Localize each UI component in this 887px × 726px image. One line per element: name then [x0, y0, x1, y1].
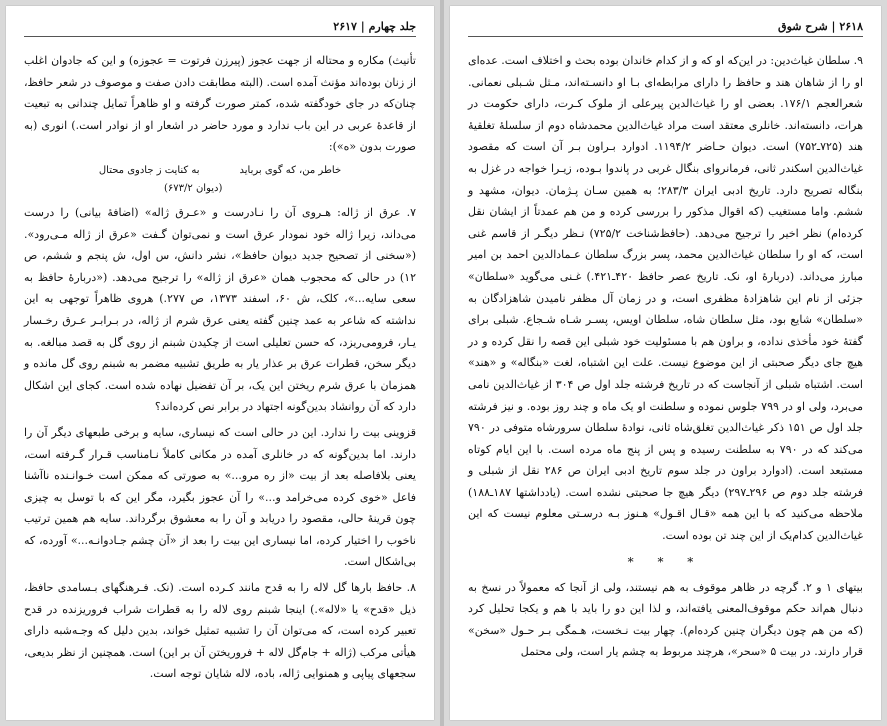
page-body [468, 50, 863, 702]
hemistich: خاطر من، که گوی برباید [239, 164, 342, 176]
right-page [450, 6, 881, 720]
verse [24, 162, 416, 180]
hemistich: به کنايت ز جادوی محتال [98, 164, 200, 176]
book-spine [440, 0, 444, 726]
verse-source: (ديوان ۶۷۳/۲) [164, 182, 223, 194]
header-title: جلد چهارم | ۲۶۱۷ [333, 19, 416, 33]
paragraph: بيتهای ۱ و ۲. گرچه در ظاهر موقوف به هم نيستند، ولی از آنجا که معمولاً در نسخ به دنبال هم‌اند حکم موقوف‌المعنی يافته‌اند، و لذا اين دو را بايد با هم و يکجا تحليل کرد (که من هم چون ديگران چنين کرده‌ام). چهار بيت نـخست، هـمگی بـر حـول «سخن» قرار دارند. در بيت ۵ «سحر»، هرچند مربوط به چشم يار است، ولی محتمل [468, 580, 863, 659]
page-header [468, 16, 863, 37]
paragraph: تأنيث) مکاره و محتاله از جهت عجوز (پيرزن فرتوت = عجوزه) و اين که جادوان اغلب از زنان بوده‌اند مؤنث آمده است. (البته مطابقت دادن صفت و موصوف در شعر حافظ، چنان‌که در جای خودگفته شده، کمتر صورت گرفته و او ظاهراً تمايل چندانی به تبعيت از قاعدهٔ عربی در اين باب ندارد و مورد حاضر در اشعار او از نوادر است.) انوری (به صورت بدون «ه»): [24, 54, 416, 154]
page-header [24, 16, 416, 37]
section-separator: * * * [627, 554, 704, 569]
header-title: ۲۶۱۸ | شرح شوق [778, 19, 863, 33]
paragraph: ۸. حافظ بارها گل لاله را به قدح مانند کـرده است. (نک. فـرهنگهای بـسامدی حافظ، ذيل «قدح» يا «لاله».) اينجا شبنم روی لاله را به قطرات شراب فروريزنده در قدح تعبير کرده است، که می‌توان آن را تشبيه تمثيل خواند، بدين دليل که وجـه‌شبه دارای هيأتی مرکب (ژاله + جام‌گل لاله + فروريختن آن بر اين) است. همچنين از نظر بديعی، سجعهای پياپی و همنوايی ژاله، باده، لاله شايان توجه است. [24, 581, 416, 681]
paragraph: ۷. عرق از ژاله: هـروی آن را نـادرست و «عـرق ژاله» (اضافهٔ بيانی) را درست می‌داند، زيرا ژاله خود نمودار عرق است و نمی‌توان گـفت «عرق از ژاله مـی‌رود». («سخنی از تصحيح جديد ديوان حافظ»، نشر دانش، س اول، ش پنجم و ششم، ص ۱۲) در حالی که محجوب همان «عرق از ژاله» را ترجيح می‌دهد. («دربارهٔ حافظ به سعی سايه...»، کلک، ش ۶۰، اسفند ۱۳۷۳، ص ۲۷۷.) هروی ظاهراً توجهی به اين نداشته که شاعر به عمد چنين گفته يعنی عرق شرم از ژاله، در بـرابـر عـرق رخـسار يـار، فرومی‌ريزد، که حسن تعليلی است از چکيدن شبنم از روی گل به قصد مبالغه. به ديگر سخن، قطرات عرق بر عذار يار به طريق تشبيه مضمر به شبنم روی گل مانده و همزمان با عرق شرم ريختن اين يک، بر آن تفضيل نهاده شده است. کجای اين اشکال دارد که آن روانشاد بدين‌گونه اجتهاد در برابر نص کرده‌اند؟ [24, 205, 416, 414]
page-body [24, 50, 416, 702]
paragraph: قزوينی بيت را ندارد. اين در حالی است که نيساری، سايه و برخی طبعهای ديگر آن را دارند. اما بدين‌گونه که در خانلری آمده در مکانی کاملاً نـامناسب قـرار گـرفته است، يعنی بلافاصله بعد از بيت «از ره مرو...» به صورتی که ممکن است خـوانـنده ناآشنا فاعل «خوی کرده می‌خرامد و...» را آن عجوز بگيرد، مگر اين که با توسل به چيزی چون قرينهٔ حالی، مقصود را دريابد و آن را به معشوق برگرداند. سايه هم همين ترتيب ناخوب را اختيار کرده، اما نيساری اين بيت را بعد از «آن چشم جـادوانـه...» آورده، که بی‌اشکال است. [24, 425, 416, 569]
left-page [6, 6, 434, 720]
paragraph: ۹. سلطان غياث‌دين: در اين‌که او که و از کدام خاندان بوده بحث و اختلاف است. عده‌ای او را از شاهان هند و حافظ را دارای مرابطه‌ای بـا او دانسـته‌اند، مـثل شـبلی نعمانی. شعرالعجم ۱۷۶/۱. بعضی او را غياث‌الدين پيرعلی از ملوک کـرت، دارای حکومت در هرات، دانسته‌اند. خانلری معتقد است مراد غياث‌الدين محمدشاه دوم از سلسلهٔ تغلقيهٔ هند (۷۲۵ـ۷۵۲) است. ديوان حـاضر ۱۱۹۴/۲. ادوارد بـراون بـر آن است که مقصود غياث‌الدين اسکندر ثانی، فرمانروای بنگال غربی در پاندوا بـوده، زيـرا خواجه در غزل به بنگاله تصريح دارد. تاريخ ادبی ايران ۲۸۳/۳؛ به همين سـان پـژمان. ديوان، مشهد و ششم. واما مستغيب (که اقوال مذکور را بررسی کرده و من هم عمدتاً از ايشان نقل کرده‌ام) نظر اخير را ترجيح می‌دهد. (حافظ‌شناخت ۷۲۵/۲) نـظر ديگـر از قاسم غنی است، که او را سلطان غياث‌الدين محمد، پسر بزرگ سلطان عـمادالدين احمد بن امير مبارز می‌داند. (دربارهٔ او، نک. تاريخ عصر حافظ ۴۲۰ـ۴۲۱.) غـنی می‌گويد «سلطان» جزئی از نام اين شاهزادهٔ مظفری است، و در زمان آل مظفر ناميدن شاهزادگان به «سلطان» شايع بود، مثل سلطان شاه، سلطان اويس، پسـر شـاه شـجاع. شبلی برای گفتهٔ خود مأخذی نداده، و براون هم با مسئوليت خود شبلی اين قصه را نقل کرده و در هيچ جای ديگر صحبتی از اين موضوع نيست. علت اين اشتباه، لغت «بنگاله» و «هند» است. اشتباه شبلی از آنجاست که در تاريخ فرشته جلد اول ص ۳۰۴ از غياث‌الدين نامی می‌برد، ولی او در ۷۹۹ جلوس نموده و سلطنت او يک ماه و چند روز بوده. و نيز فرشته جلد اول ص ۱۵۱ ذکر غياث‌الدين تغلق‌شاه ثانی، نوادهٔ سلطان سرورشاه متوفی در ۷۹۰ می‌کند که در ۷۹۰ به سلطنت رسيده و پس از پنج ماه مرده است. با اين ايام کوتاه مستبعد است. (ادوارد براون در جلد سوم تاريخ ادبی ايران ص ۲۸۶ نقل از شبلی و فرشته جلد دوم ص ۲۹۶ـ۲۹۷) ديگر هيچ جا صحبتی نشده است. (يادداشتها ۱۸۷ـ۱۸۸) ملاحظه می‌کنيد که با اين همه «قـال اقـول» هـنوز بـه درسـتی معلوم نيست که اين غياث‌الدين کدام‌يک از اين چند تن بوده است. [468, 54, 864, 543]
